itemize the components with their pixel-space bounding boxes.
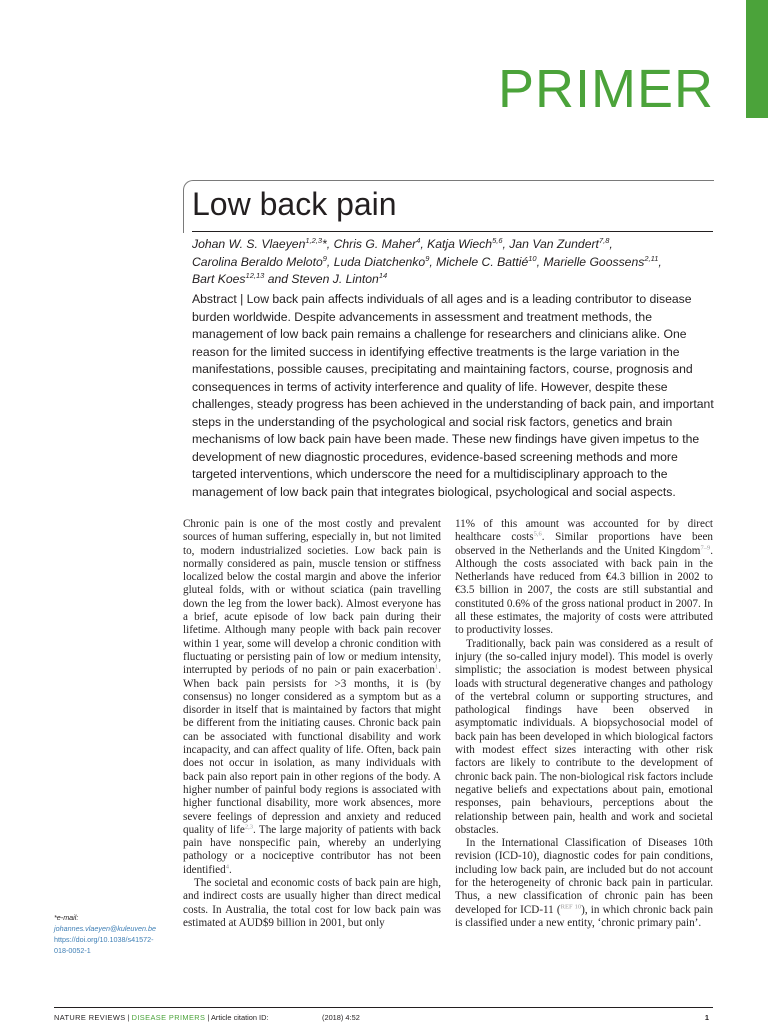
author-affiliation: 9 xyxy=(322,253,327,263)
author-name: Katja Wiech xyxy=(427,237,493,251)
author-affiliation: 9 xyxy=(425,253,430,263)
page-footer xyxy=(54,1012,713,1024)
paragraph-text: . xyxy=(228,863,232,876)
journal-name: NATURE REVIEWS xyxy=(54,1013,126,1022)
article-title: Low back pain xyxy=(192,186,397,222)
title-divider xyxy=(192,231,713,232)
author-separator: and xyxy=(264,272,292,286)
body-paragraph: The societal and economic costs of back pain are high, and indirect costs are usually higher than direct medical costs. In Australia, the total cost for low back pain was estimated at AUD$9 billion in 2001, but only xyxy=(183,877,441,929)
reference-link[interactable]: 5,6 xyxy=(533,530,542,538)
reference-link[interactable]: 1 xyxy=(434,663,439,671)
paragraph-text: Chronic pain is one of the most costly and prevalent sources of human suffering, especially in, but not limited to, modern industrialized societies. Low back pain is normally considered as pain, muscle tension or stiffness localized below the costal margin and above the inferior gluteal folds, with or without sciatica (pain travelling down the leg from the lower back). Almost everyone has a brief, acute episode of low back pain during their lifetime. Although many people with back pain recover within 1 year, some will develop a chronic condition with fluctuating or persisting pain of low or medium intensity, interrupted by periods of no pain or pain exacerbation xyxy=(183,518,441,677)
author-affiliation: 1,2,3 xyxy=(305,235,323,245)
author-affiliation: 14 xyxy=(378,270,388,280)
author-separator: , xyxy=(326,254,334,269)
doi-link[interactable]: https://doi.org/10.1038/s41572-018-0052-1 xyxy=(54,935,154,955)
author-separator: , xyxy=(658,254,662,269)
body-paragraph xyxy=(455,518,713,638)
author-name: Jan Van Zundert xyxy=(509,237,599,251)
paragraph-text: 11% of this amount was accounted for by direct healthcare costs xyxy=(455,518,713,544)
citation-label: | Article citation ID: xyxy=(205,1013,269,1022)
body-paragraph xyxy=(455,837,713,930)
author-affiliation: 5,6 xyxy=(492,235,503,245)
email-link[interactable]: johannes.vlaeyen@kuleuven.be xyxy=(54,924,157,933)
correspondence-note xyxy=(54,912,166,956)
author-separator: , xyxy=(536,254,544,269)
author-affiliation: 12,13 xyxy=(245,270,265,280)
paragraph-text: . Similar proportions have been observed in the Netherlands and the United Kingdom xyxy=(455,531,713,557)
section-label: PRIMER xyxy=(497,59,714,119)
citation-id: (2018) 4:52 xyxy=(322,1013,360,1022)
author-name: Luda Diatchenko xyxy=(333,254,426,269)
body-column-right xyxy=(455,518,713,930)
author-affiliation: 4 xyxy=(416,235,421,245)
author-name: Chris G. Maher xyxy=(333,237,417,251)
paragraph-text: ), in which chronic back pain is classified under a new entity, ‘chronic primary pain’. xyxy=(455,903,714,929)
journal-series: DISEASE PRIMERS xyxy=(131,1013,206,1022)
reference-link[interactable]: 2,3 xyxy=(244,823,253,831)
footer-divider xyxy=(54,1007,713,1008)
body-paragraph: Traditionally, back pain was considered as a result of injury (the so-called injury model). This model is overly simplistic; the association is modest between physical loads with structural degenerative changes and pathology of the vertebral column or supporting structures, and pathological findings have been observed in asymptomatic individuals. A biopsychosocial model of back pain has been developed in which biological factors with modest effect sizes interacting with other risk factors are likely to contribute to the development of chronic back pain. The non-biological risk factors include negative beliefs and expectations about pain, emotional responses, pain behaviours, perceptions about the relationship between pain, health and work and societal obstacles. xyxy=(455,637,713,836)
author-name: Marielle Goossens xyxy=(543,254,645,269)
author-separator: *, xyxy=(322,237,334,251)
email-label: *e-mail: xyxy=(54,913,79,922)
author-name: Carolina Beraldo Meloto xyxy=(192,254,323,269)
paragraph-text: . The large majority of patients with back pain have nonspecific pain, whereby an underlying pathology or a nociceptive contributor has not been identified xyxy=(183,823,441,876)
author-name: Michele C. Battié xyxy=(436,254,529,269)
section-color-bar xyxy=(746,0,768,118)
author-separator: , xyxy=(609,237,613,251)
author-list xyxy=(192,236,713,289)
footer-separator: | xyxy=(125,1013,132,1022)
page-number: 1 xyxy=(704,1013,709,1022)
author-name: Bart Koes xyxy=(192,272,246,286)
body-paragraph xyxy=(183,518,441,877)
paragraph-text: . When back pain persists for >3 months, it is (by consensus) no longer considered as a symptom but as a disorder in itself that is maintained by factors that might be different from the initiating causes. Chronic back pain can be associated with functional disability and work incapacity, and can affect quality of life. Often, back pain does not occur in isolation, as many individuals with back pain also report pain in other regions of the body. A higher number of painful body regions is associated with higher functional disability, more work absences, more severe feelings of depression and anxiety and reduced quality of life xyxy=(183,664,441,836)
author-affiliation: 7,8 xyxy=(598,235,610,245)
author-separator: , xyxy=(429,254,437,269)
reference-link[interactable]: 4 xyxy=(225,863,229,870)
paragraph-text: In the International Classification of Diseases 10th revision (ICD-10), diagnostic codes for pain conditions, including low back pain, are included but do not account for the heterogeneity of chronic back pain in particular. Thus, a new classification of chronic pain has been developed for ICD-11 ( xyxy=(455,837,713,916)
author-separator: , xyxy=(502,237,510,251)
author-name: Johan W. S. Vlaeyen xyxy=(192,237,306,251)
body-column-left xyxy=(183,518,441,930)
reference-link[interactable]: REF 10 xyxy=(560,902,582,910)
author-name: Steven J. Linton xyxy=(291,272,379,286)
reference-link[interactable]: 7–9 xyxy=(700,543,711,551)
abstract: Abstract | Low back pain affects individuals of all ages and is a leading contributor to disease burden worldwide. Despite advancements in assessment and treatment methods, the management of low back pain remains a challenge for researchers and clinicians alike. One reason for the limited success in identifying effective treatments is the large variation in the manifestations, possible causes, precipitating and maintaining factors, course, prognosis and consequences in terms of activity interference and quality of life. However, despite these challenges, steady progress has been achieved in the understanding of back pain, and important steps in the understanding of the psychological and social risk factors, genetics and brain mechanisms of low back pain have been made. These new findings have given impetus to the development of new diagnostic procedures, evidence-based screening methods and more targeted interventions, which underscore the need for a multidisciplinary approach to the management of low back pain that integrates biological, psychological and social aspects. xyxy=(192,292,714,500)
author-affiliation: 2,11 xyxy=(644,253,659,263)
author-affiliation: 10 xyxy=(528,253,537,263)
author-separator: , xyxy=(420,237,428,251)
paragraph-text: . Although the costs associated with back pain in the Netherlands have reduced from €4.3 billion in 2002 to €3.5 billion in 2007, the costs are still substantial and constituted 0.6% of the gross national product in 2007. In all these estimates, the majority of costs were attributed to productivity losses. xyxy=(455,544,713,637)
